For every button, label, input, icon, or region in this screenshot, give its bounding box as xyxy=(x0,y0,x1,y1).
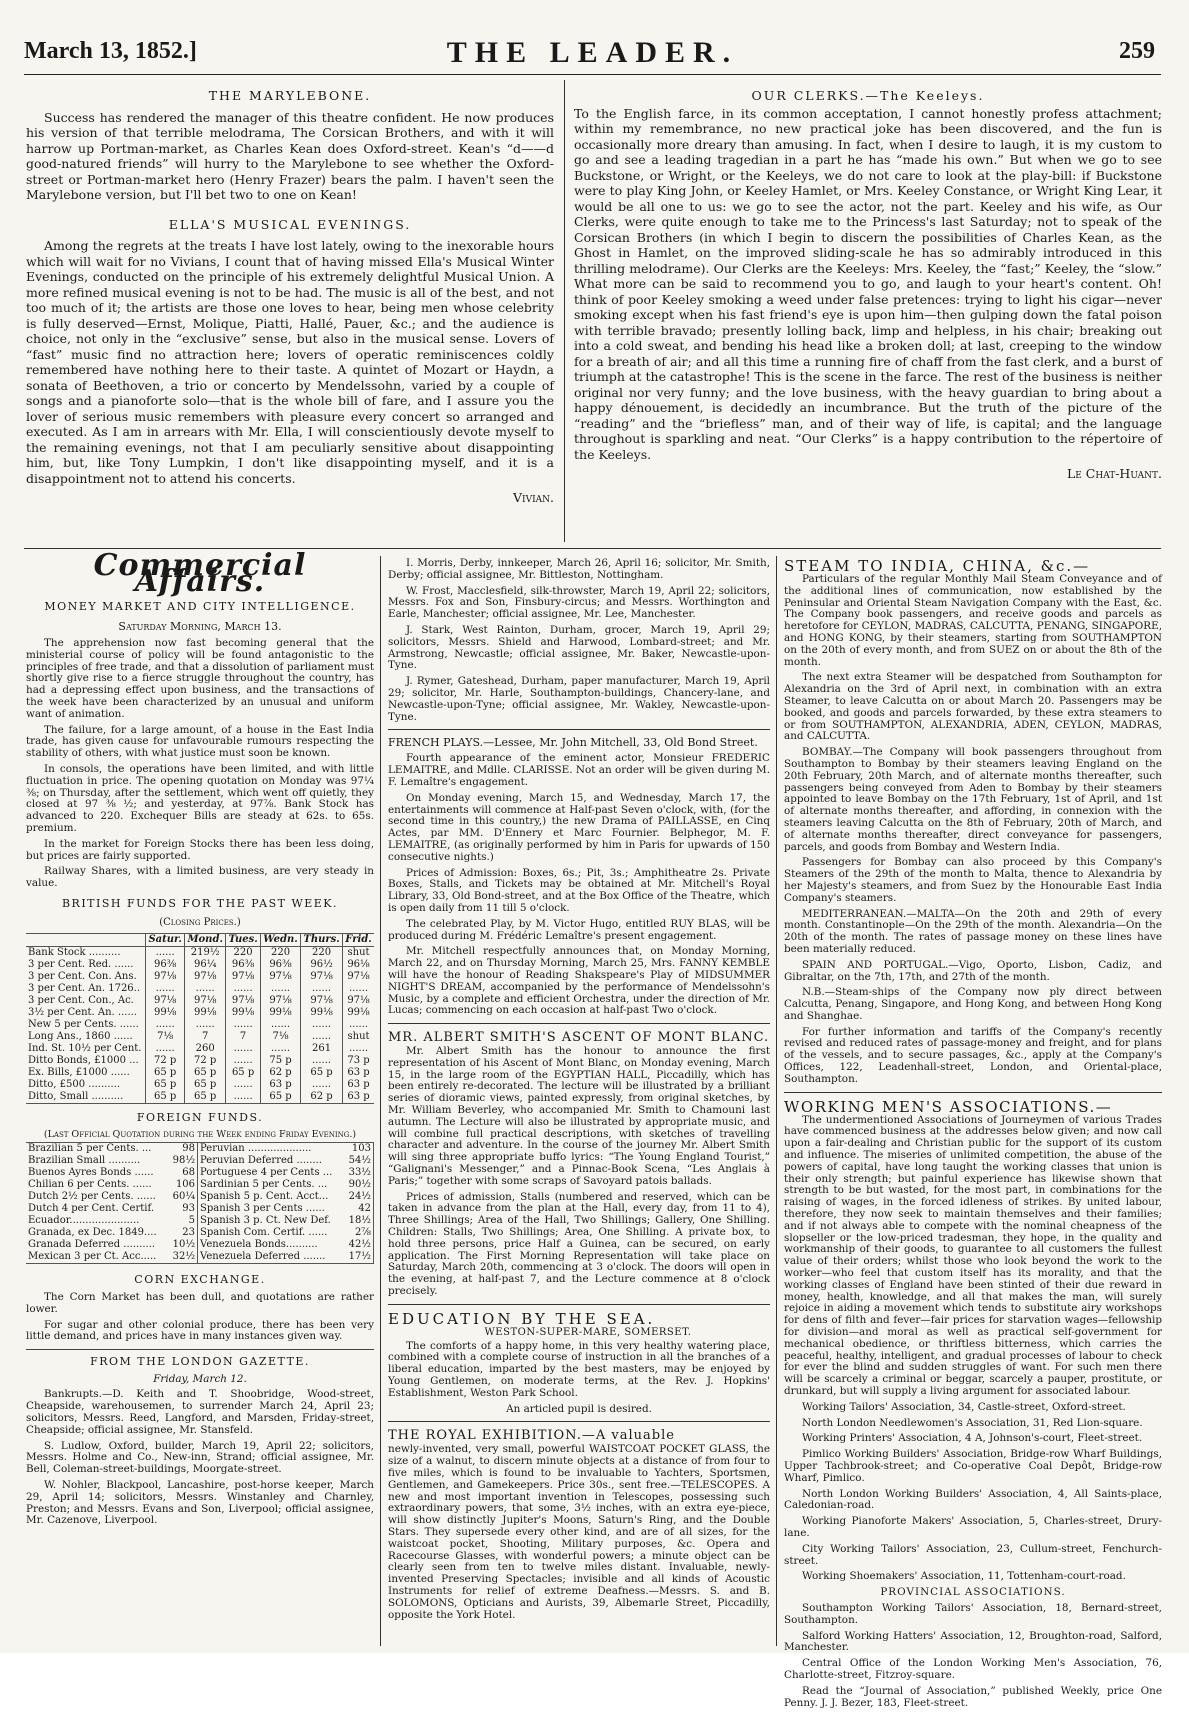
funds-cell: 99⅛ xyxy=(260,1007,300,1019)
funds-cell: 65 p xyxy=(146,1079,185,1091)
funds-cell: Ditto, £500 .......... xyxy=(28,1078,121,1090)
funds-cell: 99⅛ xyxy=(146,1007,185,1019)
funds-row xyxy=(26,1019,374,1031)
funds-cell: 99⅛ xyxy=(343,1007,374,1019)
association-item: Working Printers' Association, 4 A, Johnson's-court, Fleet-street. xyxy=(802,1432,1143,1445)
funds-cell: 220 xyxy=(301,946,343,959)
funds-cell: Ex. Bills, £1000 ...... xyxy=(28,1066,130,1078)
foreign-funds-row xyxy=(26,1179,374,1191)
french-plays-ad xyxy=(388,736,770,1017)
foreign-funds-cell: Buenos Ayres Bonds ...... xyxy=(28,1167,154,1179)
funds-row xyxy=(26,1031,374,1043)
funds-cell: 65 p xyxy=(185,1067,226,1079)
ella-text: Among the regrets at the treats I have lost lately, owing to the inexorable hours which will wait for no Vivians, I count that of having missed Ella's Musical Winter Evenings, conducted on the principle of his extremely delightful Musical Union. A more refined musical evening is not to be had. The music is all of the best, and not too much of it; the artists are those one loves to hear, being men whose celebrity is fully deserved—Ernst, Molique, Piatti, Hallé, Pauer, &c.; and the audience is choice, not only in the “exclusive” sense, but also in the musical sense. Lovers of “fast” music find no attraction here; lovers of operatic reminiscences coldly remembered have nothing here to their taste. A quintet of Mozart or Haydn, a sonata of Beethoven, a trio or concerto by Mendelssohn, varied by a couple of songs and a pianoforte solo—that is the whole bill of fare, and I assure you the lover of serious music remembers with pleasure every concert so arranged and executed. As I am in arrears with Mr. Ella, I will conscientiously devote myself to the remaining evenings, not that I am peculiarly sensitive about disappointing him, but, like Tony Lumpkin, I don't like disappointing myself, and it is a disappointment not to attend his concerts. xyxy=(26,238,554,486)
foreign-funds-row xyxy=(26,1227,374,1239)
steam-title: STEAM TO INDIA, CHINA, &c.— xyxy=(784,557,1091,575)
albert-smith-title: MR. ALBERT SMITH'S ASCENT OF MONT BLANC. xyxy=(388,1030,770,1046)
foreign-funds-cell: 54½ xyxy=(345,1155,374,1167)
foreign-funds-row xyxy=(26,1167,374,1179)
foreign-funds-cell: Spanish Com. Certif. ...... xyxy=(200,1227,328,1239)
funds-cell: ...... xyxy=(301,1079,343,1091)
funds-row xyxy=(26,1007,374,1019)
funds-cell: 3 per Cent. An. 1726.. xyxy=(28,982,141,994)
funds-cell: 3½ per Cent. An. ...... xyxy=(28,1006,137,1018)
association-item: Working Shoemakers' Association, 11, Tottenham-court-road. xyxy=(802,1570,1126,1583)
funds-cell: 97⅛ xyxy=(260,995,300,1007)
funds-cell: Ind. St. 10½ per Cent. xyxy=(28,1042,142,1054)
steam-p1: Particulars of the regular Monthly Mail Steam Conveyance and of the additional lines of communication, now established by the Peninsular and Oriental Steam Navigation Company with the East, &c. The Company book passengers, and receive goods and parcels as heretofore for CEYLON, MADRAS, CALCUTTA, PENANG, SINGAPORE, and HONG KONG, by their steamers, starting from SOUTHAMPTON on the 20th of every month, and from SUEZ on or about the 8th of the month. xyxy=(784,573,1162,668)
gazette-p1: Bankrupts.—D. Keith and T. Shoobridge, Wood-street, Cheapside, warehousemen, to surrender March 24, April 23; solicitors, Messrs. Reed, Langford, and Marsden, Friday-street, Cheapside; official assignee, Mr. Stansfeld. xyxy=(26,1388,374,1436)
gazette-p2: S. Ludlow, Oxford, builder, March 19, April 22; solicitors, Messrs. Holme and Co., New-inn, Strand; official assignee, Mr. Bell, Coleman-street-buildings, Moorgate-street. xyxy=(26,1439,374,1476)
association-item: City Working Tailors' Association, 23, Cullum-street, Fenchurch-street. xyxy=(784,1542,1162,1567)
corn-p2: For sugar and other colonial produce, there has been very little demand, and prices have in many instances given way. xyxy=(26,1318,374,1343)
association-item: Working Pianoforte Makers' Association, 5, Charles-street, Drury-lane. xyxy=(784,1515,1162,1539)
funds-row xyxy=(26,1067,374,1079)
foreign-funds-row xyxy=(26,1191,374,1203)
french-plays-p3: Prices of Admission: Boxes, 6s.; Pit, 3s.; Amphitheatre 2s. Private Boxes, Stalls, and Tickets may be obtained at Mr. Mitchell's Royal Library, 33, Old Bond-street, and at the Box Office of the Theatre, which is open daily from 11 till 5 o'clock. xyxy=(388,866,770,914)
funds-cell: 3 per Cent. Con. Ans. xyxy=(28,970,137,982)
funds-header-cell: Tues. xyxy=(226,933,261,946)
exhibition-ad xyxy=(388,1428,770,1621)
funds-cell: 219½ xyxy=(185,946,226,959)
funds-cell: 3 per Cent. Red. ...... xyxy=(28,958,134,970)
education-sub: WESTON-SUPER-MARE, SOMERSET. xyxy=(484,1326,692,1338)
column-divider xyxy=(564,80,565,542)
working-men-p1: The undermentioned Associations of Journeymen of various Trades have commenced business at the addresses below given; and now call upon a fair-dealing and Christian public for the support of its custom and influence. The miseries of unlimited competition, the abuse of the powers of capital, have long taught the working classes that union is their only strength; but painful experience has likewise shown that strength to be but wasted, for the most part, in combinations for the raising of wages, in the forced idleness of strikes. By united labour, therefore, they now seek to maintain themselves and their families; and if not always able to compete with the nominal cheapness of the slopseller or the low-priced tradesman, they hope, in the quality and workmanship of their goods, to guarantee to all customers the fullest value of their orders; whilst those who look beyond the work to the worker—who feel that custom itself has its morality, and that the working classes of England have been stinted of their due reward in money, health, knowledge, and all that makes the man, will surely rejoice in aiding a movement which tends to substitute airy workshops for dens of filth and fever—fair prices for starvation wages—fellowship for division—and moral as well as practical self-government for mechanical obedience, or thriftless bitterness, which carries the peaceful, healthy, intelligent, and gradual processes of labour to check for ever the blind and sudden struggles of want. For such men there will be scarcely a criminal or beggar, scarcely a pauper, prostitute, or drunkard, but will supply a living argument for associated labour. xyxy=(784,1113,1162,1397)
foreign-funds-cell: 2⅞ xyxy=(345,1227,374,1239)
foreign-funds-row xyxy=(26,1215,374,1227)
clerks-signature: Le Chat-Huant. xyxy=(1066,466,1162,481)
french-plays-title: FRENCH PLAYS.—Lessee, Mr. John Mitchell, 33, Old Bond Street. xyxy=(388,736,758,750)
corn-p1: The Corn Market has been dull, and quotations are rather lower. xyxy=(26,1290,374,1315)
foreign-funds-cell: 23 xyxy=(169,1227,198,1239)
exhibition-title: THE ROYAL EXHIBITION.—A valuable xyxy=(388,1428,675,1444)
theatre-column-right xyxy=(574,84,1162,482)
money-p5: Railway Shares, with a limited business, are very steady in value. xyxy=(26,865,374,890)
funds-cell: ...... xyxy=(343,1019,374,1031)
funds-cell: 73 p xyxy=(343,1055,374,1067)
funds-cell: ...... xyxy=(343,1043,374,1055)
funds-cell: ...... xyxy=(343,983,374,995)
funds-cell: 75 p xyxy=(260,1055,300,1067)
foreign-funds-cell: 17½ xyxy=(345,1251,374,1264)
funds-cell: 99⅛ xyxy=(301,1007,343,1019)
foreign-funds-cell: 68 xyxy=(169,1167,198,1179)
gazette-p5: W. Frost, Macclesfield, silk-throwster, March 19, April 22; solicitors, Messrs. Fox and Son, Finsbury-circus; and Messrs. Worthington and Earle, Manchester; official assignee, Mr. Lee, Manchester. xyxy=(388,584,770,621)
newspaper-title: THE LEADER. xyxy=(446,36,739,69)
clerks-title: OUR CLERKS.—The Keeleys. xyxy=(751,88,985,103)
steam-p3: BOMBAY.—The Company will book passengers throughout from Southampton to Bombay by their steamers leaving England on the 20th February, 20th March, and of alternate months thereafter, such passengers being conveyed from Aden to Bombay by their steamers appointed to leave Bombay on the 17th February, 1st of April, and 1st of alternate months thereafter, and affording, in connexion with the steamers leaving Calcutta on the 8th of February, 20th of March, and of alternate months thereafter, direct conveyance for passengers, parcels, and goods from Bombay and Western India. xyxy=(784,746,1162,853)
foreign-funds-cell: 103 xyxy=(345,1143,374,1156)
page-header xyxy=(24,30,1161,75)
steam-p6: SPAIN AND PORTUGAL.—Vigo, Oporto, Lisbon, Cadiz, and Gibraltar, on the 7th, 17th, and 27th of the month. xyxy=(784,958,1162,983)
steam-ad xyxy=(784,558,1162,1086)
commercial-heading: Commercial Affairs. xyxy=(93,548,307,599)
albert-smith-ad xyxy=(388,1030,770,1298)
funds-row xyxy=(26,946,374,959)
funds-cell: 260 xyxy=(185,1043,226,1055)
funds-cell: 63 p xyxy=(343,1079,374,1091)
foreign-funds-cell: 90½ xyxy=(345,1179,374,1191)
funds-cell: 7 xyxy=(185,1031,226,1043)
french-plays-p1: Fourth appearance of the eminent actor, Monsieur FREDERIC LEMAITRE, and Mdlle. CLARISSE. Not an order will be given during M. F. Lemaître's engagement. xyxy=(388,752,770,788)
gazette-p7: J. Rymer, Gateshead, Durham, paper manufacturer, March 19, April 29; solicitor, Mr. Harle, Southampton-buildings, Chancery-lane, and Newcastle-upon-Tyne; official assignee, Mr. Wakley, Newcastle-upon-Tyne. xyxy=(388,675,770,723)
british-funds-title: BRITISH FUNDS FOR THE PAST WEEK. xyxy=(61,896,339,910)
foreign-funds-cell: Venezuela Deferred ....... xyxy=(198,1251,345,1264)
funds-cell: ...... xyxy=(146,1043,185,1055)
funds-header-cell: Satur. xyxy=(146,933,185,946)
funds-cell: 97⅛ xyxy=(146,971,185,983)
provincial-association-item: Central Office of the London Working Men's Association, 76, Charlotte-street, Fitzroy-square. xyxy=(784,1657,1162,1681)
foreign-funds-cell: 98 xyxy=(169,1143,198,1156)
steam-p7: N.B.—Steam-ships of the Company now ply direct between Calcutta, Penang, Singapore, and Hong Kong, and between Hong Kong and Shanghae. xyxy=(784,986,1162,1022)
funds-cell: 7 xyxy=(226,1031,261,1043)
funds-cell: ...... xyxy=(301,983,343,995)
gazette-p4: I. Morris, Derby, innkeeper, March 26, April 16; solicitor, Mr. Smith, Derby; official assignee, Mr. Bittleston, Nottingham. xyxy=(388,557,770,581)
funds-cell: 72 p xyxy=(185,1055,226,1067)
funds-cell: 220 xyxy=(226,946,261,959)
education-p2: An articled pupil is desired. xyxy=(506,1402,652,1415)
british-funds-table xyxy=(26,933,374,1104)
funds-cell: ...... xyxy=(226,1079,261,1091)
marylebone-title: THE MARYLEBONE. xyxy=(208,88,372,103)
funds-cell: ...... xyxy=(260,983,300,995)
funds-cell: ...... xyxy=(185,983,226,995)
ad-divider xyxy=(388,1304,770,1305)
funds-row xyxy=(26,1043,374,1055)
provincial-association-item: Southampton Working Tailors' Association, 18, Bernard-street, Southampton. xyxy=(784,1601,1162,1626)
funds-cell: 63 p xyxy=(343,1067,374,1079)
association-item: Working Tailors' Association, 34, Castle-street, Oxford-street. xyxy=(802,1400,1126,1413)
education-title: EDUCATION BY THE SEA. xyxy=(388,1309,656,1328)
money-p3: In consols, the operations have been limited, and with little fluctuation in price. The opening quotation on Monday was 97¼ ⅜; on Thursday, after the settlement, which went off quietly, they closed at 97 ⅜ ½; and yesterday, at 97⅞. Bank Stock has advanced to 220. Exchequer Bills are steady at 62s. to 65s. premium. xyxy=(26,762,374,834)
steam-p2: The next extra Steamer will be despatched from Southampton for Alexandria on the 3rd of April next, in combination with an extra Steamer, to leave Calcutta on or about March 20. Passengers may be booked, and goods and parcels forwarded, by these extra steamers to or from SOUTHAMPTON, ALEXANDRIA, ADEN, CEYLON, MADRAS, and CALCUTTA. xyxy=(784,671,1162,743)
association-item: North London Working Builders' Association, 4, All Saints-place, Caledonian-road. xyxy=(784,1487,1162,1512)
funds-cell: 96⅛ xyxy=(343,959,374,971)
foreign-funds-cell: Peruvian .................... xyxy=(198,1143,345,1156)
column-divider xyxy=(380,556,381,1646)
funds-row xyxy=(26,995,374,1007)
foreign-funds-cell: 18½ xyxy=(345,1215,374,1227)
ella-signature: Vivian. xyxy=(513,490,554,505)
money-p2: The failure, for a large amount, of a house in the East India trade, has given cause for unfavourable rumours respecting the stability of others, with what justice must soon be known. xyxy=(26,723,374,760)
provincial-association-item: Salford Working Hatters' Association, 12, Broughton-road, Salford, Manchester. xyxy=(784,1629,1162,1654)
funds-row xyxy=(26,1055,374,1067)
funds-cell: 99⅛ xyxy=(185,1007,226,1019)
foreign-funds-row xyxy=(26,1239,374,1251)
issue-date: March 13, 1852.] xyxy=(24,38,197,64)
funds-cell: 65 p xyxy=(185,1079,226,1091)
funds-cell: ...... xyxy=(226,1043,261,1055)
funds-cell: ...... xyxy=(226,983,261,995)
working-men-ad xyxy=(784,1099,1162,1710)
foreign-funds-cell: Dutch 2½ per Cents. ...... xyxy=(28,1191,156,1203)
funds-cell: 63 p xyxy=(343,1091,374,1104)
funds-cell: shut xyxy=(343,946,374,959)
foreign-funds-title: FOREIGN FUNDS. xyxy=(136,1110,264,1124)
steam-p4: Passengers for Bombay can also proceed by this Company's Steamers of the 29th of the month to Malta, thence to Alexandria by her Majesty's steamers, and from Suez by the Honourable East India Company's steamers. xyxy=(784,856,1162,904)
working-men-footer: Read the “Journal of Association,” published Weekly, price One Penny. J. J. Bezer, 183, Fleet-street. xyxy=(784,1684,1162,1709)
clerks-text: To the English farce, in its common acceptation, I cannot honestly profess attachment; within my remembrance, no new practical joke has been discovered, and the fun is occasionally more dreary than amusing. In fact, when I desire to laugh, it is my custom to go and see a leading tragedian in a part he has “made his own.” But when we go to see Buckstone, or Wright, or the Keeleys, we do not care to look at the play-bill: if Buckstone were to play King John, or Keeley Hamlet, or Mrs. Keeley Constance, or Wright King Lear, it would be all one to us: we go to see the actor, not the part. Keeley and his wife, as Our Clerks, were quite enough to take me to the Princess's last Saturday; not to speak of the Corsican Brothers (in which I begin to discern the possibilities of Charles Kean, as the Ghost in Hamlet, on the improved sliding-scale he has so admirably introduced in this thrilling melodrame). Our Clerks are the Keeleys: Mrs. Keeley, the “fast;” Keeley, the “slow.” What more can be said to recommend you to go, and laugh to your heart's content. Oh! think of poor Keeley smoking a weed under false pretences: trying to light his cigar—never smoking except when his fast friend's eye is upon him—then gulping down the fatal poison with terrible bravado; presently lolling back, limp and helpless, in his chair; breaking out into a cold sweat, and bending his head like a broken doll; at last, creeping to the window for a breath of air; and all this time a running fire of chaff from the fast clerk, and a burst of triumph at the catastrophe! This is the scene in the farce. The rest of the business is neither original nor very funny; and the love business, with the heavy guardian to bring about a happy dénouement, is decidedly an incumbrance. But the truth of the picture of the “reading” and the “briefless” man, and of their way of life, is capital; and the language throughout is sparkling and neat. “Our Clerks” is a happy contribution to the répertoire of the Keeleys. xyxy=(574,105,1162,462)
funds-header-cell: Mond. xyxy=(185,933,226,946)
funds-cell: 97⅛ xyxy=(226,995,261,1007)
foreign-funds-cell: Chilian 6 per Cents. ...... xyxy=(28,1179,152,1191)
funds-cell: 65 p xyxy=(146,1067,185,1079)
french-plays-p4: The celebrated Play, by M. Victor Hugo, entitled RUY BLAS, will be produced during M. Frédéric Lemaître's present engagement. xyxy=(388,917,770,942)
funds-cell: 72 p xyxy=(146,1055,185,1067)
gazette-title: FROM THE LONDON GAZETTE. xyxy=(90,1355,310,1369)
foreign-funds-row xyxy=(26,1155,374,1167)
funds-cell: Long Ans., 1860 ...... xyxy=(28,1030,133,1042)
foreign-funds-row xyxy=(26,1203,374,1215)
education-ad xyxy=(388,1311,770,1416)
funds-cell: 65 p xyxy=(226,1067,261,1079)
funds-cell: ...... xyxy=(301,1055,343,1067)
education-p1: The comforts of a happy home, in this very healthy watering place, combined with a complete course of instruction in all the branches of a liberal education, imparted by the best masters, may be enjoyed by Young Gentlemen, on moderate terms, at the Rev. J. Hopkins' Establishment, Weston Park School. xyxy=(388,1339,770,1399)
foreign-funds-row xyxy=(26,1143,374,1156)
ella-title: ELLA'S MUSICAL EVENINGS. xyxy=(168,216,412,232)
money-market-title: MONEY MARKET AND CITY INTELLIGENCE. xyxy=(44,600,356,613)
funds-row xyxy=(26,983,374,995)
funds-cell: 96½ xyxy=(301,959,343,971)
funds-row xyxy=(26,1091,374,1104)
funds-cell: 96¼ xyxy=(185,959,226,971)
funds-cell: ...... xyxy=(185,1019,226,1031)
foreign-funds-cell: 98½ xyxy=(169,1155,198,1167)
column-divider xyxy=(776,556,777,1646)
funds-cell: 97⅛ xyxy=(226,971,261,983)
foreign-funds-cell: Portuguese 4 per Cents ... xyxy=(200,1167,333,1179)
funds-row xyxy=(26,959,374,971)
gazette-p3: W. Nohler, Blackpool, Lancashire, post-horse keeper, March 29, April 14; solicitors, Messrs. Winstanley and Charnley, Preston; and Messrs. Evans and Son, Liverpool; official assignee, Mr. Cazenove, Liverpool. xyxy=(26,1479,374,1527)
funds-cell: 97⅛ xyxy=(301,971,343,983)
adverts-column-right xyxy=(784,558,1162,1715)
theatre-column-left xyxy=(26,84,554,506)
foreign-funds-cell: 106 xyxy=(169,1179,198,1191)
funds-cell: 99⅛ xyxy=(226,1007,261,1019)
funds-cell: 97⅛ xyxy=(146,995,185,1007)
funds-cell: ...... xyxy=(146,1019,185,1031)
ad-divider xyxy=(784,1092,1162,1093)
funds-cell: ...... xyxy=(260,1019,300,1031)
french-plays-p5: Mr. Mitchell respectfully announces that, on Monday Morning, March 22, and on Thursday Morning, March 25, Mrs. FANNY KEMBLE will have the honour of Reading Shakspeare's Play of MIDSUMMER NIGHT'S DREAM, accompanied by the performance of Mendelssohn's Music, by a complete and efficient Orchestra, under the direction of Mr. Lucas; commencing on each occasion at half-past Two o'clock. xyxy=(388,945,770,1017)
funds-cell: 97⅛ xyxy=(185,971,226,983)
funds-cell: 3 per Cent. Con., Ac. xyxy=(28,994,134,1006)
funds-cell: ...... xyxy=(301,1019,343,1031)
foreign-funds-cell: 24½ xyxy=(345,1191,374,1203)
foreign-funds-cell: Venezuela Bonds.......... xyxy=(200,1239,318,1251)
funds-cell: 97⅛ xyxy=(343,971,374,983)
funds-cell: New 5 per Cents. ...... xyxy=(28,1018,139,1030)
funds-cell: 97⅛ xyxy=(185,995,226,1007)
funds-cell: 96⅜ xyxy=(260,959,300,971)
foreign-funds-cell: Sardinian 5 per Cents. ... xyxy=(200,1179,328,1191)
foreign-funds-cell: Mexican 3 per Ct. Acc..... xyxy=(26,1251,169,1264)
foreign-funds-cell: 32½ xyxy=(169,1251,198,1264)
funds-cell: 7⅛ xyxy=(260,1031,300,1043)
funds-cell: ...... xyxy=(226,1019,261,1031)
money-p4: In the market for Foreign Stocks there has been less doing, but prices are fairly supported. xyxy=(26,837,374,862)
money-market-date: Saturday Morning, March 13. xyxy=(118,619,282,633)
money-p1: The apprehension now fast becoming general that the ministerial course of policy will be found antagonistic to the principles of free trade, and that a dissolution of parliament must shortly give rise to a fierce struggle throughout the country, has had a depressing effect upon business, and the transactions of the week have been characterized by an unusual and uniform want of animation. xyxy=(26,637,374,720)
funds-cell: ...... xyxy=(226,1091,261,1104)
foreign-funds-cell: Spanish 3 p. Ct. New Def. xyxy=(200,1215,331,1227)
funds-cell: Bank Stock .......... xyxy=(28,946,121,958)
foreign-funds-cell: 42½ xyxy=(345,1239,374,1251)
foreign-funds-cell: Granada, ex Dec. 1849.... xyxy=(28,1227,157,1239)
foreign-funds-cell: 93 xyxy=(169,1203,198,1215)
funds-cell: Ditto, Small .......... xyxy=(26,1091,146,1104)
funds-cell: ...... xyxy=(301,1031,343,1043)
foreign-funds-cell: Dutch 4 per Cent. Certif. xyxy=(28,1203,154,1215)
funds-cell: 65 p xyxy=(260,1091,300,1104)
exhibition-p1: newly-invented, very small, powerful WAISTCOAT POCKET GLASS, the size of a walnut, to discern minute objects at a distance of from four to five miles, which is found to be invaluable to Yachters, Sportsmen, Gentlemen, and Gamekeepers. Price 30s., sent free.—TELESCOPES. A new and most important invention in Telescopes, possessing such extraordinary powers, that some, 3½ inches, with an extra eye-piece, will show distinctly Jupiter's Moons, Saturn's Ring, and the Double Stars. They supersede every other kind, and are of all sizes, for the waistcoat pocket, Shooting, Military purposes, &c. Opera and Racecourse Glasses, with wonderful powers; a minute object can be clearly seen from ten to twelve miles distant. Invaluable, newly-invented Preserving Spectacles; invisible and all kinds of Acoustic Instruments for relief of extreme Deafness.—Messrs. S. and B. SOLOMONS, Opticians and Aurists, 39, Albemarle Street, Piccadilly, opposite the York Hotel. xyxy=(388,1443,770,1621)
funds-cell: 62 p xyxy=(301,1091,343,1104)
foreign-funds-cell: 10½ xyxy=(169,1239,198,1251)
foreign-funds-cell: Peruvian Deferred ........ xyxy=(200,1155,322,1167)
funds-cell: 65 p xyxy=(185,1091,226,1104)
foreign-funds-cell: 60¼ xyxy=(169,1191,198,1203)
funds-header-cell xyxy=(26,933,146,946)
provincial-title: PROVINCIAL ASSOCIATIONS. xyxy=(880,1586,1066,1599)
foreign-funds-cell: 42 xyxy=(345,1203,374,1215)
foreign-funds-table xyxy=(26,1142,374,1264)
foreign-funds-subtitle: (Last Official Quotation during the Week ending Friday Evening.) xyxy=(43,1129,357,1141)
ad-divider xyxy=(388,1023,770,1024)
funds-cell: ...... xyxy=(146,946,185,959)
ad-divider xyxy=(388,729,770,730)
steam-p8: For further information and tariffs of the Company's recently revised and reduced rates of passage-money and freight, and for plans of the vessels, and to secure passages, &c., apply at the Company's Offices, 122, Leadenhall-street, London, and Oriental-place, Southampton. xyxy=(784,1025,1162,1085)
foreign-funds-cell: Brazilian Small .......... xyxy=(28,1155,141,1167)
british-funds-subtitle: (Closing Prices.) xyxy=(159,917,241,929)
foreign-funds-cell: Brazilian 5 per Cents. ... xyxy=(26,1143,169,1156)
albert-smith-p1: Mr. Albert Smith has the honour to announce the first representation of his Ascent of Mont Blanc, on Monday evening, March 15, in the large room of the EGYPTIAN HALL, Piccadilly, which has been entirely re-decorated. The lecture will be illustrated by a brilliant series of dioramic views, painted expressly, from original sketches, by Mr. William Beverley, who accompanied Mr. Smith to Chamouni last autumn. The Lecture will also be illustrated by appropriate music, and will combine full practical descriptions, with sketches of travelling character and adventure. In the course of the journey Mr. Albert Smith will sing three appropriate buffo lyrics: “The Young England Tourist,” “Galignani's Messenger,” and a Pinnac-Book Scena, “Les Anglais à Paris;” together with some scraps of Savoyard patois ballads. xyxy=(388,1045,770,1187)
gazette-p6: J. Stark, West Rainton, Durham, grocer, March 19, April 29; solicitors, Messrs. Shield and Harwood, Lombard-street; and Mr. Armstrong, Newcastle; official assignee, Mr. Baker, Newcastle-upon-Tyne. xyxy=(388,623,770,672)
funds-header-cell: Thurs. xyxy=(301,933,343,946)
association-item: North London Needlewomen's Association, 31, Red Lion-square. xyxy=(802,1416,1143,1429)
foreign-funds-cell: Ecuador...................... xyxy=(28,1215,140,1227)
foreign-funds-row xyxy=(26,1251,374,1264)
funds-cell: 63 p xyxy=(260,1079,300,1091)
steam-p5: MEDITERRANEAN.—MALTA—On the 20th and 29th of every month. Constantinople—On the 29th of the month. Alexandria—On the 20th of the month. The rates of passage money on these lines have been materially reduced. xyxy=(784,907,1162,955)
funds-cell: 97⅛ xyxy=(301,995,343,1007)
funds-cell: ...... xyxy=(146,983,185,995)
funds-cell: Ditto Bonds, £1000 ... xyxy=(28,1054,139,1066)
funds-cell: 220 xyxy=(260,946,300,959)
page-number: 259 xyxy=(1119,38,1155,64)
association-item: Pimlico Working Builders' Association, Bridge-row Wharf Buildings, Upper Tachbrook-street; and Co-operative Coal Depôt, Bridge-row Wharf, Pimlico. xyxy=(784,1448,1162,1484)
funds-cell: 97⅛ xyxy=(260,971,300,983)
foreign-funds-cell: Spanish 5 p. Cent. Acct... xyxy=(200,1191,329,1203)
funds-row xyxy=(26,971,374,983)
marylebone-text: Success has rendered the manager of this theatre confident. He now produces his version of that terrible melodrama, The Corsican Brothers, and with it will harrow up Portman-market, as Charles Kean does Oxford-street. Kean's “d——d good-natured friends” will hurry to the Marylebone to see whether the Oxford-street or Portman-market hero (Henry Frazer) bears the palm. I haven't seen the Marylebone version, but I'll bet two to one on Kean! xyxy=(26,109,554,202)
working-men-title: WORKING MEN'S ASSOCIATIONS.— xyxy=(784,1097,1113,1116)
funds-cell: ...... xyxy=(226,1055,261,1067)
funds-cell: 261 xyxy=(301,1043,343,1055)
corn-title: CORN EXCHANGE. xyxy=(134,1273,266,1287)
funds-row xyxy=(26,1079,374,1091)
funds-header-cell: Frid. xyxy=(343,933,374,946)
foreign-funds-cell: Granada Deferred .......... xyxy=(28,1239,156,1251)
funds-cell: 97⅛ xyxy=(343,995,374,1007)
funds-header-cell: Wedn. xyxy=(260,933,300,946)
funds-cell: 65 p xyxy=(301,1067,343,1079)
funds-cell: 65 p xyxy=(146,1091,185,1104)
french-plays-p2: On Monday evening, March 15, and Wednesday, March 17, the entertainments will commence at Half-past Seven o'clock, with, (for the second time in this country,) the new Drama of PAILLASSE, en Cinq Actes, par MM. D'Ennery et Marc Fournier. Belphegor, M. F. LEMAITRE, (as originally performed by him in Paris for upwards of 150 consecutive nights.) xyxy=(388,791,770,863)
commercial-column xyxy=(26,548,374,1531)
funds-cell: shut xyxy=(343,1031,374,1043)
funds-cell: ...... xyxy=(260,1043,300,1055)
funds-cell: 62 p xyxy=(260,1067,300,1079)
funds-cell: 96⅜ xyxy=(146,959,185,971)
foreign-funds-cell: 33½ xyxy=(345,1167,374,1179)
foreign-funds-cell: 5 xyxy=(169,1215,198,1227)
gazette-divider xyxy=(26,1349,374,1350)
foreign-funds-cell: Spanish 3 per Cents ...... xyxy=(200,1203,325,1215)
funds-cell: 7⅛ xyxy=(146,1031,185,1043)
albert-smith-p2: Prices of admission, Stalls (numbered and reserved, which can be taken in advance from the plan at the Hall, every day, from 11 to 4), Three Shillings; Area of the Hall, Two Shillings; Gallery, One Shilling. Children: Stalls, Two Shillings; Area, One Shilling. A private box, to hold three persons, price Half a Guinea, can be secured, on early application. The First Morning Representation will take place on Saturday, March 20th, commencing at 3 o'clock. The doors will open in the evening, at half-past 7, and the Lecture commence at 8 o'clock precisely. xyxy=(388,1190,770,1298)
ad-divider xyxy=(388,1421,770,1422)
funds-cell: 96⅜ xyxy=(226,959,261,971)
gazette-date: Friday, March 12. xyxy=(153,1372,247,1385)
adverts-column-middle xyxy=(388,558,770,1627)
